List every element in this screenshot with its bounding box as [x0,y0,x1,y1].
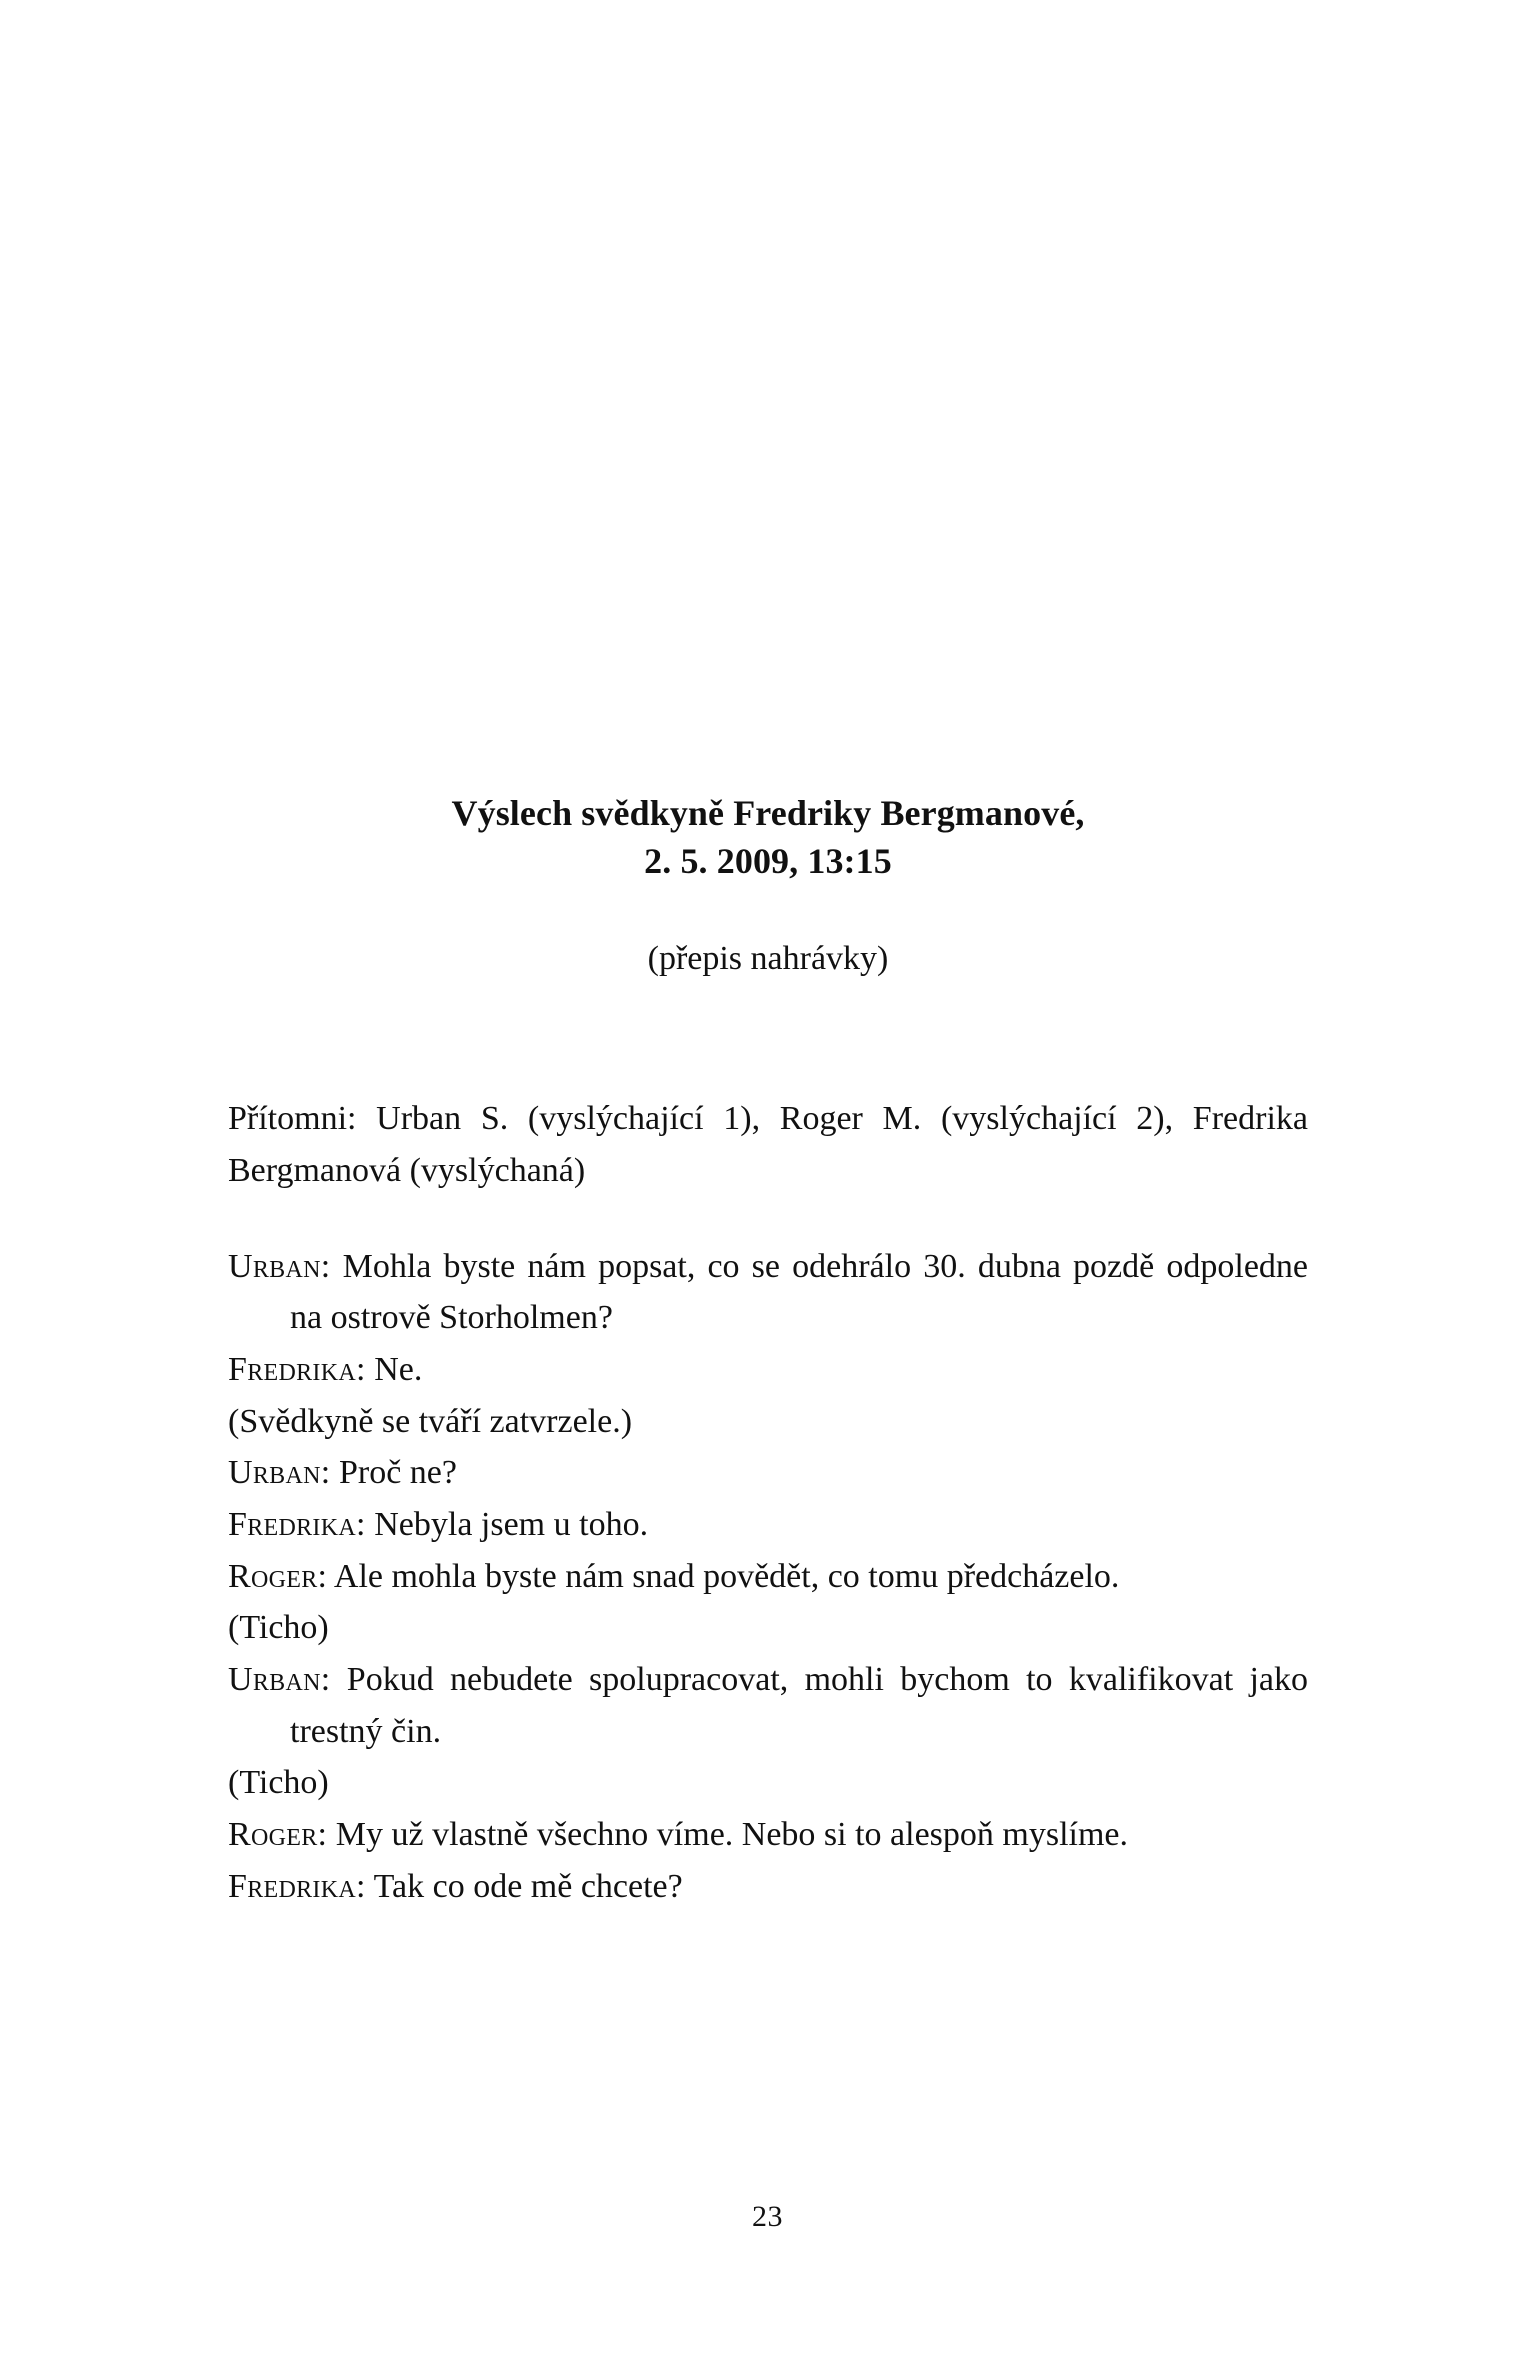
transcript-text: (Svědkyně se tváří zatvrzele.) [228,1402,633,1440]
stage-direction [228,1602,1308,1654]
transcript-text: Nebyla jsem u toho. [365,1505,649,1543]
transcript-text: My už vlastně všechno víme. Nebo si to alespoň myslíme. [327,1815,1129,1853]
transcript-line [228,1861,1308,1913]
transcript-text: Mohla byste nám popsat, co se odehrálo 30. dubna pozdě odpoledne na ostrově Storholmen? [290,1247,1308,1337]
speaker-label: Roger: [228,1815,328,1853]
stage-direction [228,1396,1308,1448]
transcript-line [228,1241,1308,1344]
speaker-label: Fredrika: [228,1350,366,1388]
transcript-body [228,1241,1308,1913]
transcript-text: Ale mohla byste nám snad povědět, co tomu předcházelo. [327,1557,1120,1595]
page-number: 23 [752,2200,783,2233]
transcript-line [228,1809,1308,1861]
transcript-text: (Ticho) [228,1764,329,1802]
speaker-label: Fredrika: [228,1505,366,1543]
transcript-text: Pokud nebudete spolupracovat, mohli bychom to kvalifikovat jako trestný čin. [290,1660,1308,1750]
text-column [228,790,1308,1912]
transcript-line [228,1551,1308,1603]
speaker-label: Urban: [228,1454,331,1492]
attendees-paragraph: Přítomni: Urban S. (vyslýchající 1), Roger M. (vyslýchající 2), Fredrika Bergmanová (vyslýchaná) [228,1100,1308,1189]
speaker-label: Urban: [228,1247,331,1285]
title-line-2: 2. 5. 2009, 13:15 [644,840,892,881]
speaker-label: Fredrika: [228,1867,366,1905]
transcript-text: (Ticho) [228,1609,329,1647]
transcript-line [228,1344,1308,1396]
transcript-text: Proč ne? [330,1454,457,1492]
speaker-label: Urban: [228,1660,331,1698]
transcript-line [228,1654,1308,1757]
speaker-label: Roger: [228,1557,328,1595]
transcript-line [228,1447,1308,1499]
title-line-1: Výslech svědkyně Fredriky Bergmanové, [451,793,1085,833]
transcript-text: Ne. [365,1350,423,1388]
page-title [228,790,1308,885]
page-subtitle: (přepis nahrávky) [647,940,889,978]
transcript-text: Tak co ode mě chcete? [365,1867,683,1905]
transcript-line [228,1499,1308,1551]
stage-direction [228,1757,1308,1809]
